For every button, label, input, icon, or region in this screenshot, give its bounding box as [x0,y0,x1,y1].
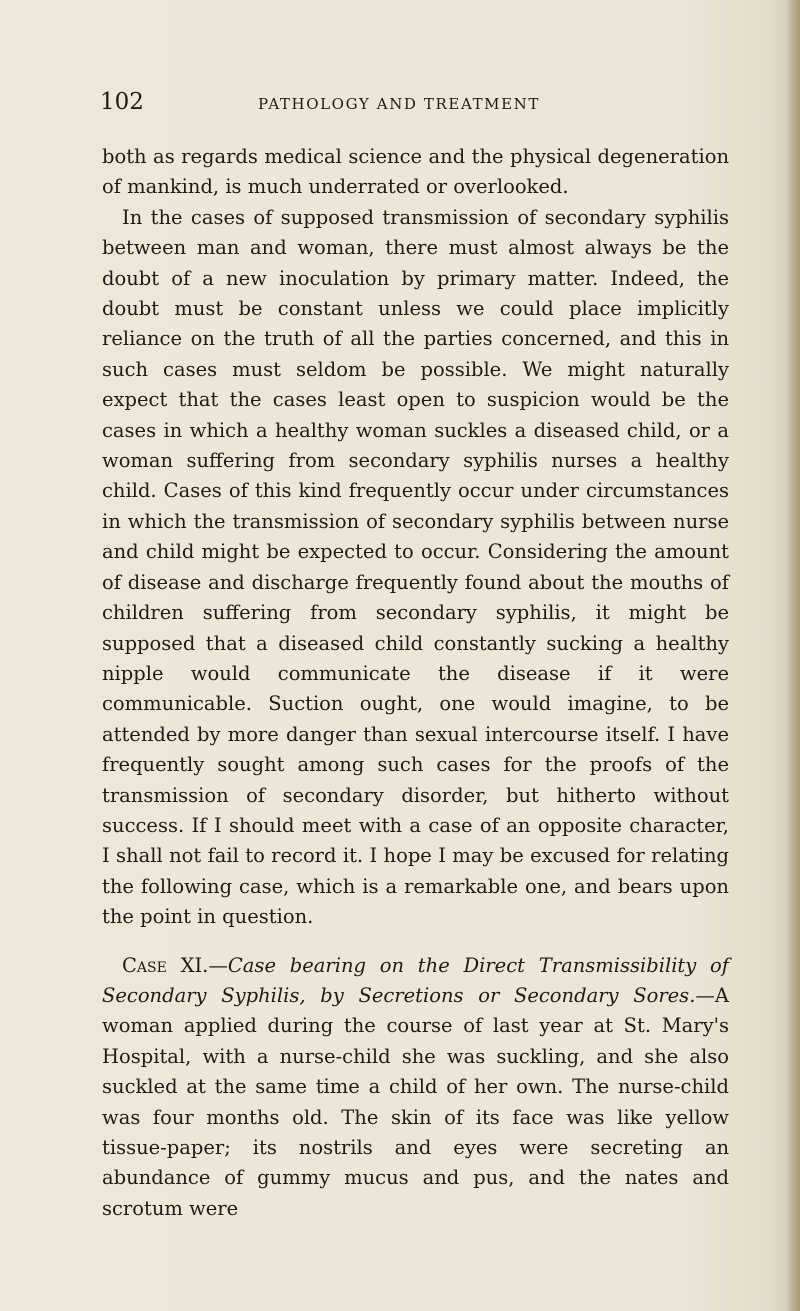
paragraph-transmission: In the cases of supposed transmission of secondary syphilis between man and woman, there must almost always be the doubt of a new inoculation by primary matter. Indeed, the doubt must be constant unless we could place implicitly reliance on the truth of all the parties concerned, and this in such cases must seldom be possible. We might naturally expect that the cases least open to suspicion would be the cases in which a healthy woman suckles a diseased child, or a woman suffering from secondary syphilis nurses a healthy child. Cases of this kind frequently occur under circumstances in which the transmission of secondary syphilis between nurse and child might be expected to occur. Considering the amount of disease and discharge frequently found about the mouths of children suffering from secondary syphilis, it might be supposed that a diseased child constantly sucking a healthy nipple would communicate the disease if it were communicable. Suction ought, one would imagine, to be attended by more danger than sexual intercourse itself. I have frequently sought among such cases for the proofs of the transmission of secondary disorder, but hitherto without success. If I should meet with a case of an opposite character, I shall not fail to record it. I hope I may be excused for relating the following case, which is a remarkable one, and bears upon the point in question. [102,205,729,929]
page-header [100,88,740,122]
page-number: 102 [100,89,144,115]
paragraph-continued: both as regards medical science and the physical degeneration of mankind, is much underrated or overlooked. [102,145,729,199]
page-edge-shadow [786,0,800,1311]
body-text [102,142,729,1224]
running-head: PATHOLOGY AND TREATMENT [258,95,541,113]
paragraph-case-xi [102,951,729,1225]
case-text: —A woman applied during the course of last year at St. Mary's Hospital, with a nurse-child she was suckling, and she also suckled at the same time a child of her own. The nurse-child was four months old. The skin of its face was like yellow tissue-paper; its nostrils and eyes were secreting an abundance of gummy mucus and pus, and the nates and scrotum were [102,983,729,1220]
case-label: Case XI. [122,953,209,977]
case-dash: — [208,953,228,977]
case-title: Case bearing on the Direct Transmissibility of Secondary Syphilis, by Secretions or Secondary Sores. [102,953,729,1007]
